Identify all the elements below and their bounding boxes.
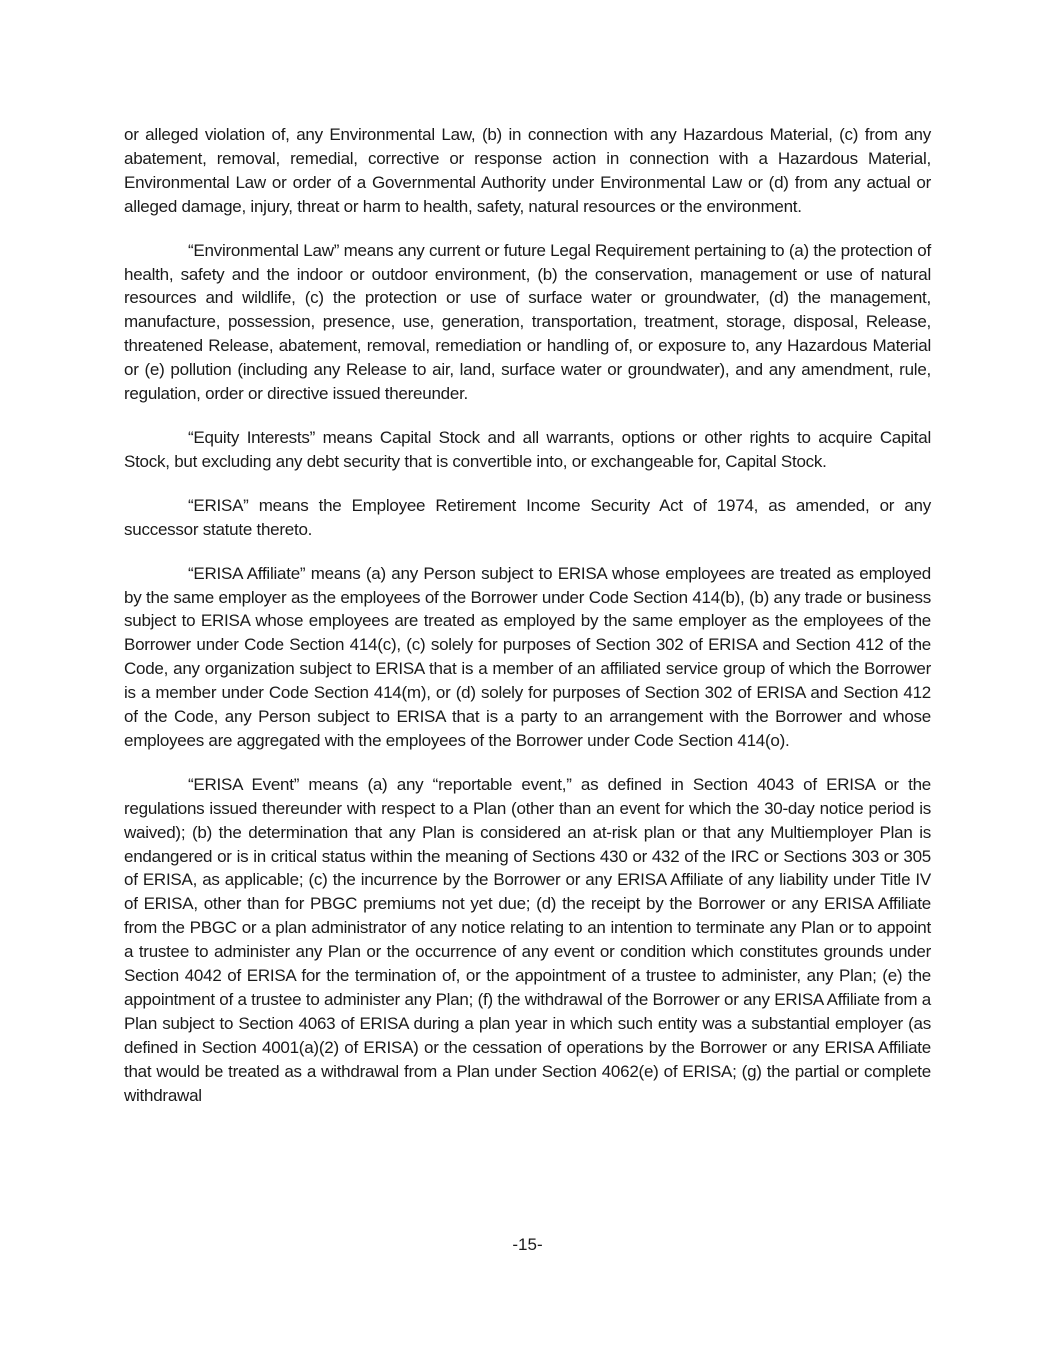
- paragraph-environmental-law: “Environmental Law” means any current or future Legal Requirement pertaining to (a) the protection of health, safety and the indoor or outdoor environment, (b) the conservation, management or use of natural resources and wildlife, (c) the protection or use of surface water or groundwater, (d) the management, manufacture, possession, presence, use, generation, transportation, treatment, storage, disposal, Release, threatened Release, abatement, removal, remediation or handling of, or exposure to, any Hazardous Material or (e) pollution (including any Release to air, land, surface water or groundwater), and any amendment, rule, regulation, order or directive issued thereunder.: [124, 240, 931, 404]
- paragraph-environmental-liability-continued: or alleged violation of, any Environmental Law, (b) in connection with any Hazardous Material, (c) from any abatement, removal, remedial, corrective or response action in connection with a Hazardous Material, Environmental Law or order of a Governmental Authority under Environmental Law or (d) from any actual or alleged damage, injury, threat or harm to health, safety, natural resources or the environment.: [124, 125, 931, 216]
- paragraph-erisa-affiliate: “ERISA Affiliate” means (a) any Person subject to ERISA whose employees are treated as employed by the same employer as the employees of the Borrower under Code Section 414(b), (b) any trade or business subject to ERISA whose employees are treated as employed by the same employer as the employees of the Borrower under Code Section 414(c), (c) solely for purposes of Section 302 of ERISA and Section 412 of the Code, any organization subject to ERISA that is a member of an affiliated service group of which the Borrower is a member under Code Section 414(m), or (d) solely for purposes of Section 302 of ERISA and Section 412 of the Code, any Person subject to ERISA that is a party to an arrangement with the Borrower and whose employees are aggregated with the employees of the Borrower under Code Section 414(o).: [124, 563, 931, 750]
- paragraph-erisa: “ERISA” means the Employee Retirement Income Security Act of 1974, as amended, or any successor statute thereto.: [124, 495, 931, 539]
- paragraph-equity-interests: “Equity Interests” means Capital Stock and all warrants, options or other rights to acquire Capital Stock, but excluding any debt security that is convertible into, or exchangeable for, Capital Stock.: [124, 427, 931, 471]
- document-page: [124, 123, 931, 1128]
- page-number: -15-: [512, 1235, 543, 1254]
- paragraph-erisa-event: “ERISA Event” means (a) any “reportable event,” as defined in Section 4043 of ERISA or the regulations issued thereunder with respect to a Plan (other than an event for which the 30-day notice period is waived); (b) the determination that any Plan is considered an at-risk plan or that any Multiemployer Plan is endangered or is in critical status within the meaning of Sections 430 or 432 of the IRC or Sections 303 or 305 of ERISA, as applicable; (c) the incurrence by the Borrower or any ERISA Affiliate of any liability under Title IV of ERISA, other than for PBGC premiums not yet due; (d) the receipt by the Borrower or any ERISA Affiliate from the PBGC or a plan administrator of any notice relating to an intention to terminate any Plan or to appoint a trustee to administer any Plan or the occurrence of any event or condition which constitutes grounds under Section 4042 of ERISA for the termination of, or the appointment of a trustee to administer, any Plan; (e) the appointment of a trustee to administer any Plan; (f) the withdrawal of the Borrower or any ERISA Affiliate from a Plan subject to Section 4063 of ERISA during a plan year in which such entity was a substantial employer (as defined in Section 4001(a)(2) of ERISA) or the cessation of operations by the Borrower or any ERISA Affiliate that would be treated as a withdrawal from a Plan under Section 4062(e) of ERISA; (g) the partial or complete withdrawal: [124, 774, 931, 1105]
